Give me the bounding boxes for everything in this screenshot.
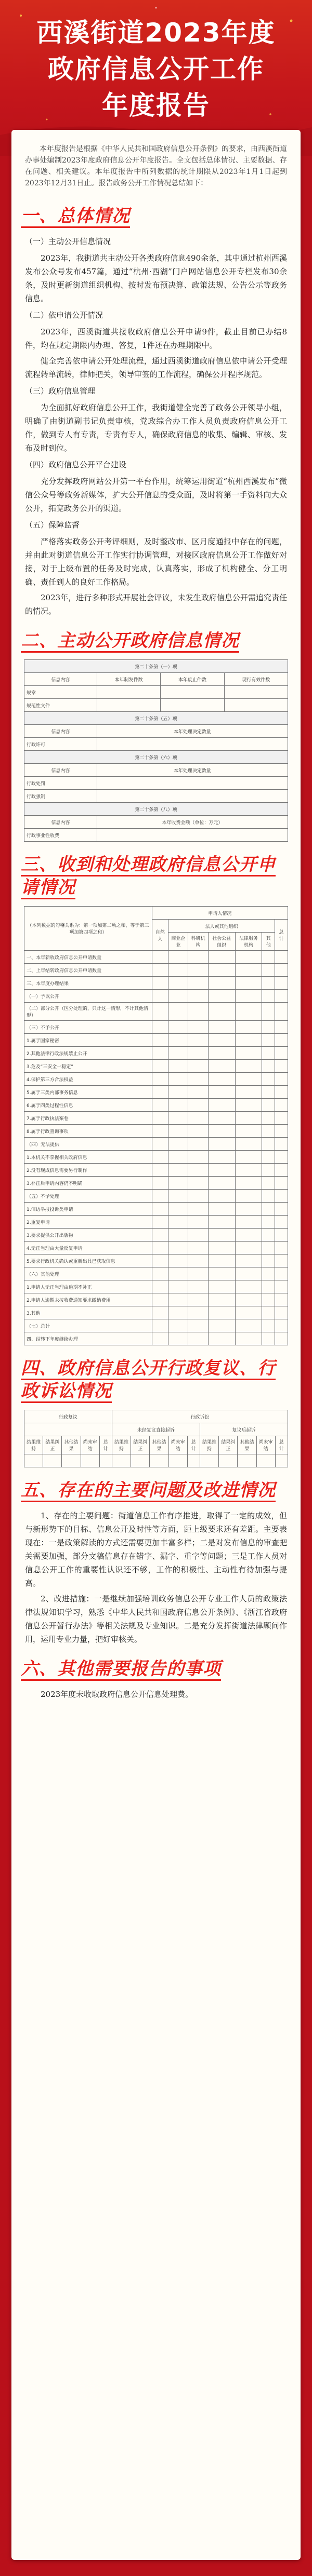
table3-row-label: 7.属于行政执法案卷 [24,1112,152,1125]
table4-col: 尚未审结 [81,1436,99,1454]
table-row [24,1047,288,1060]
table4-subgroup-after-review: 复议后起诉 [200,1423,288,1436]
table2-row-label: 规章 [24,686,97,699]
table-row [24,1306,288,1319]
application-table [24,906,288,1345]
table2-col: 现行有效件数 [224,673,288,686]
table3-col: 总计 [275,920,288,951]
table4-col: 总计 [99,1436,112,1454]
table2-row-label: 行政处罚 [24,777,97,790]
table4-values [24,1454,288,1467]
subheading-3: （三）政府信息管理 [25,386,96,396]
report-title [0,15,312,124]
table2-col: 信息内容 [24,725,97,738]
table4-col: 结果纠正 [219,1436,238,1454]
review-litigation-table [24,1410,288,1467]
subheading-2: （二）依申请公开情况 [25,311,103,320]
table-row [24,1112,288,1125]
title-line-2: 政府信息公开工作 [48,54,264,84]
table4-col: 其他结果 [62,1436,81,1454]
table3-row-label: 4.保护第三方合法权益 [24,1073,152,1086]
table3-row-label: 8.属于行政查询事项 [24,1125,152,1138]
section-3-title: 三、收到和处理政府信息公开申请情况 [21,853,291,899]
table3-row-label: 3.危及“三安全一稳定” [24,1060,152,1073]
table3-row-label: （二）部分公开（区分处理的，只计这一情形，不计其他情形） [24,1003,152,1021]
table4-col: 尚未审结 [168,1436,187,1454]
section-5-title: 五、存在的主要问题及改进情况 [21,1479,291,1502]
table3-col: 社会公益组织 [208,933,235,951]
table4-col: 结果维持 [24,1436,43,1454]
section-2-title: 二、主动公开政府信息情况 [21,629,291,652]
table-row [24,951,288,964]
subheading-5: （五）保障监督 [25,520,80,530]
paragraph-5b: 2023年，进行多种形式开展社会评议，未发生政府信息公开需追究责任的情况。 [25,593,287,616]
paragraph-5a: 严格落实政务公开考评细则，及时整改市、区月度通报中存在的问题，并由此对街道信息公开工作实行协调管理，对接区政府信息公开工作做好对接，对于上级布置的任务及时完成，认真落实，形成了机构健全、分工明确、责任到人的良好工作格局。 [25,537,287,587]
table3-row-label: 6.属于四类过程性信息 [24,1099,152,1112]
table-row [24,1267,288,1280]
table2-head-3: 第二十条第（六）项 [24,751,288,764]
table3-row-label: 四、结转下年度继续办理 [24,1332,152,1345]
problems-paragraph: 1、存在的主要问题：街道信息工作有序推进，取得了一定的成效，但与新形势下的目标、信息公开及时性等方面，距上级要求还有差距。主要表现在：一是政策解读的方式还需要更加丰富多样；二是对发布信息的审查把关需要加强，部分文稿信息存在错字、漏字、重字等问题；三是工作人员对信息公开工作的重要性认识还不够，工作的积极性、主动性有待加强与提高。 [25,1511,287,1588]
table3-row-label: 1.属于国家秘密 [24,1034,152,1047]
paragraph-3: 为全面抓好政府信息公开工作，我街道健全完善了政务公开领导小组，明确了由街道副书记负责审核，党政综合办工作人员负责政府信息公开工作，做到专人有专责，专责有专人，确保政府信息的收集、编辑、审核、发布及时到位。 [25,403,287,453]
subheading-4: （四）政府信息公开平台建设 [25,460,127,469]
table4-group-litigation: 行政诉讼 [112,1410,288,1423]
table3-col: 其他 [262,933,275,951]
table3-head-left: （本列数据的勾稽关系为：第一项加第二项之和，等于第三项加第四项之和） [24,907,152,951]
title-line-1: 西溪街道2023年度 [36,18,276,48]
table4-col: 尚未审结 [256,1436,275,1454]
table2-head-1: 第二十条第（一）项 [24,660,288,673]
table3-row-label: 2.申请人逾期未按收费通知要求缴纳费用 [24,1293,152,1306]
table3-head-sub: 法人或其他组织 [168,920,275,933]
table3-head-group: 申请人情况 [152,907,288,920]
table-row [24,1319,288,1332]
table3-col: 法律服务机构 [235,933,262,951]
table4-col: 结果纠正 [131,1436,150,1454]
table3-row-label: 2.没有现成信息需要另行制作 [24,1164,152,1177]
table-row [24,1164,288,1177]
table3-row-label: （一）予以公开 [24,990,152,1003]
table-row [24,1060,288,1073]
table4-col: 总计 [187,1436,200,1454]
table4-col: 其他结果 [150,1436,168,1454]
table-row [24,977,288,990]
table-row [24,1229,288,1242]
section-4-title: 四、政府信息公开行政复议、行政诉讼情况 [21,1357,291,1402]
title-line-3: 年度报告 [102,90,210,120]
subheading-1: （一）主动公开信息情况 [25,237,111,246]
table3-row-label: 1.本机关不掌握相关政府信息 [24,1151,152,1164]
table4-col: 结果维持 [112,1436,131,1454]
table3-row-label: （七）总计 [24,1319,152,1332]
table3-row-label: 1.申请人无正当理由逾期不补正 [24,1280,152,1293]
table2-head-4: 第二十条第（八）项 [24,803,288,816]
table3-row-label: 5.属于三类内部事务信息 [24,1086,152,1099]
table4-col: 结果维持 [200,1436,218,1454]
report-body [11,130,301,2560]
table3-col: 自然人 [152,920,168,951]
table3-row-label: （四）无法提供 [24,1138,152,1151]
table3-row-label: 3.其他 [24,1306,152,1319]
table3-row-label: 3.要求提供公开出版物 [24,1229,152,1242]
table3-row-label: 一、本年新收政府信息公开申请数量 [24,951,152,964]
table2-row-label: 行政许可 [24,738,97,751]
table2-col: 本年制发件数 [97,673,160,686]
section-6-title: 六、其他需要报告的事项 [21,1657,291,1680]
table3-col: 商业企业 [168,933,188,951]
table3-row-label: （六）其他处理 [24,1267,152,1280]
paragraph-2a: 2023年，西溪街道共接收政府信息公开申请9件，截止目前已办结8件，均在规定期限内办理、答复，1件还在办理期限中。 [25,327,287,350]
table4-col: 结果纠正 [43,1436,62,1454]
table2-row-label: 行政事业性收费 [24,829,97,842]
paragraph-4: 充分发挥政府网站公开第一平台作用，统筹运用街道“杭州西溪发布”微信公众号等政务新媒体，扩大公开信息的受众面，及时将第一手资料向大众公开，拓宽政务公开的渠道。 [25,477,287,513]
table3-col: 科研机构 [188,933,208,951]
table3-row-label: 4.无正当理由大量反复申请 [24,1242,152,1255]
section-1-title: 一、总体情况 [21,205,291,227]
table-row [24,1099,288,1112]
table-row [24,1293,288,1306]
table-row [24,964,288,977]
table-row [24,1177,288,1190]
table-row [24,1280,288,1293]
active-disclosure-table [24,659,288,842]
table3-row-label: 2.重复申请 [24,1216,152,1229]
table3-row-label: 1.信访举报投诉类申请 [24,1203,152,1216]
paragraph-1: 2023年，我街道共主动公开各类政府信息490余条，其中通过杭州西溪发布公众号发布457篇，通过“杭州·西湖”门户网站信息公开专栏发布30余条，及时更新街道组织机构、按时发布预决算、政策法规、公告公示等政务信息。 [25,253,287,303]
table-row [24,1151,288,1164]
table-row [24,1021,288,1034]
improvement-paragraph: 2、改进措施：一是继续加强培训政务信息公开专业工作人员的政策法律法规知识学习，熟悉《中华人民共和国政府信息公开条例》、《浙江省政府信息公开暂行办法》等相关法规及专业知识。二是充分发挥街道法律顾问作用，运用专业力量，把好审核关。 [25,1594,287,1644]
table2-row-label: 规范性文件 [24,699,97,712]
table-row [24,1086,288,1099]
table3-row-label: 3.补正后申请内容仍不明确 [24,1177,152,1190]
table-row [24,1242,288,1255]
table2-col: 本年废止件数 [161,673,224,686]
table-row [24,1138,288,1151]
table2-col: 信息内容 [24,673,97,686]
table4-group-review: 行政复议 [24,1410,112,1423]
table3-row-label: 二、上年结转政府信息公开申请数量 [24,964,152,977]
table2-col: 信息内容 [24,816,97,829]
table-row [24,1332,288,1345]
table3-row-label: 5.要求行政机关确认或重新出具已获取信息 [24,1255,152,1267]
table2-col: 信息内容 [24,764,97,777]
table3-row-label: 三、本年度办理结果 [24,977,152,990]
table-row [24,1190,288,1203]
table4-cols [24,1436,288,1454]
table4-col: 其他结果 [238,1436,256,1454]
table-row [24,1125,288,1138]
table3-row-label: （五）不予处理 [24,1190,152,1203]
table2-col: 本年处理决定数量 [97,764,288,777]
table-row [24,1255,288,1267]
paragraph-2b: 健全完善依申请公开处理流程，通过西溪街道政府信息依申请公开受理流程转单流转，律师把关，领导审签的工作流程，确保公开程序规范。 [25,356,287,379]
table-row [24,1203,288,1216]
intro-paragraph: 本年度报告是根据《中华人民共和国政府信息公开条例》的要求，由西溪街道办事处编制2023年度政府信息公开年度报告。全文包括总体情况、主要数据、存在问题、相关建议。本年度报告中所列数据的统计期限从2023年1月1日起到2023年12月31日止。报告政务公开工作情况总结如下： [25,145,287,187]
other-paragraph: 2023年度未收取政府信息公开信息处理费。 [41,1690,193,1699]
table2-col: 本年处理决定数量 [97,725,288,738]
table3-row-label: 2.其他法律行政法规禁止公开 [24,1047,152,1060]
table3-body [24,951,288,1345]
table-row [24,1034,288,1047]
table-row [24,1216,288,1229]
table-row [24,1003,288,1021]
table4-subgroup-direct: 未经复议直接起诉 [112,1423,200,1436]
table2-head-2: 第二十条第（五）项 [24,712,288,725]
table3-row-label: （三）不予公开 [24,1021,152,1034]
table2-row-label: 行政强制 [24,790,97,803]
table-row [24,990,288,1003]
table2-col: 本年收费金额（单位：万元） [97,816,288,829]
table-row [24,1073,288,1086]
table4-col: 总计 [275,1436,288,1454]
